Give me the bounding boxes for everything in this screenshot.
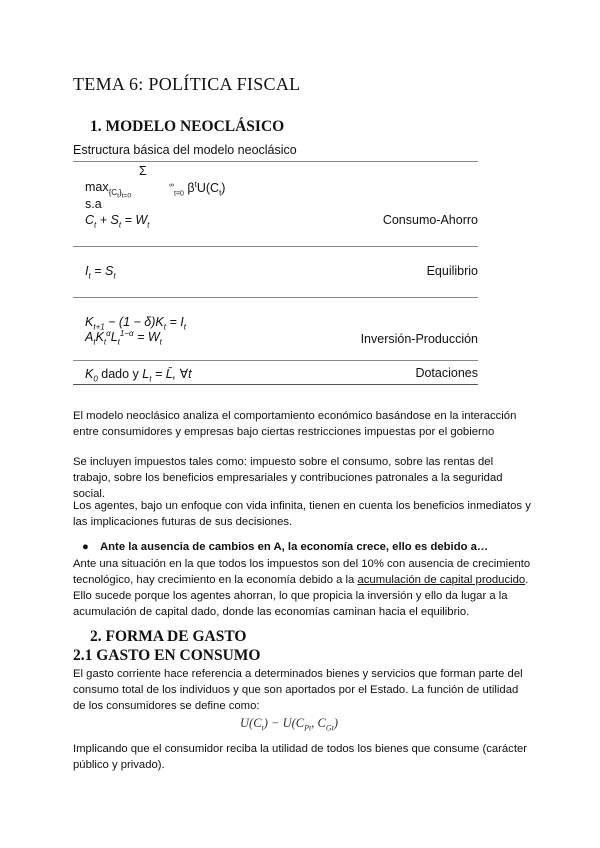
section-heading-forma-de-gasto: 2. FORMA DE GASTO: [90, 628, 247, 645]
equation-budget: $C_t + S_t = W_t$: [85, 213, 150, 230]
paragraph-growth: [73, 556, 533, 620]
paragraph-agents: Los agentes, bajo un enfoque con vida infinita, tienen en cuenta los beneficios inmediatos y las implicaciones futuras de sus decisiones.: [73, 500, 531, 528]
table-divider: [73, 360, 478, 361]
equation-sum: ∞$_{t=0}$ $\beta^tU(C_t)$: [169, 180, 226, 198]
table-divider: [73, 246, 478, 247]
label-dotaciones: Dotaciones: [415, 366, 478, 380]
equation-capital: $K_{t+1} - (1 - \delta)K_t = I_t$: [85, 315, 186, 332]
growth-text-underlined: acumulación de capital producido: [357, 574, 526, 586]
utility-formula: $U(C_t) - U(C_{Pt}$, $C_{Gt}$): [240, 716, 339, 733]
equation-max: $\max_{\{C_t\}_{t=0}}$: [85, 180, 132, 200]
section-heading-modelo-neoclasico: 1. MODELO NEOCLÁSICO: [90, 118, 285, 135]
growth-text-part2: . Ello sucede porque los agentes ahorran, lo que propicia la inversión y ello da lugar a la acumulación de capital dado, donde las economías caminan hacia el equilibrio.: [73, 574, 529, 618]
table-header: Estructura básica del modelo neoclásico: [73, 143, 297, 157]
paragraph-gasto: El gasto corriente hace referencia a determinados bienes y servicios que forman parte del consumo total de los individuos y que son aportados por el Estado. La función de utilidad de los consumidores se define como:: [73, 668, 523, 712]
growth-text-part1: Ante una situación en la que todos los impuestos son del 10% con ausencia de crecimiento tecnológico, hay crecimiento en la economía debido a la: [73, 558, 531, 586]
bullet-item: [82, 541, 489, 553]
paragraph-intro: El modelo neoclásico analiza el comportamiento económico basándose en la interacción entre consumidores y empresas bajo ciertas restricciones impuestas por el gobierno: [73, 410, 517, 438]
bullet-text: Ante la ausencia de cambios en A, la economía crece, ello es debido a…: [100, 541, 489, 553]
label-consumo-ahorro: Consumo-Ahorro: [382, 213, 478, 227]
equation-production: $A_tK_t^\alpha L_t^{1-\alpha} = W_t$: [85, 329, 162, 347]
table-divider: [73, 161, 478, 162]
equation-equilibrium: $I_t = S_t$: [85, 264, 116, 281]
label-equilibrio: Equilibrio: [426, 264, 478, 278]
table-divider: [73, 297, 478, 298]
section-heading-gasto-en-consumo: 2.1 GASTO EN CONSUMO: [73, 647, 261, 664]
subject-to: s.a: [85, 197, 102, 211]
paragraph-taxes: Se incluyen impuestos tales como: impuesto sobre el consumo, sobre las rentas del trabajo, sobre los beneficios empresariales y contribuciones patronales a la seguridad social.: [73, 456, 503, 500]
label-inversion-produccion: Inversión-Producción: [360, 332, 478, 346]
table-bottom-rule: [73, 384, 478, 385]
bullet-dot-icon: ●: [82, 541, 89, 553]
model-structure-table: [73, 140, 478, 386]
sigma-symbol: Σ: [139, 164, 147, 178]
equation-endowments: $K_0$ dado y $L_t$ = L̄, ∀t: [85, 367, 192, 384]
paragraph-final: Implicando que el consumidor reciba la utilidad de todos los bienes que consume (carácter público y privado).: [73, 743, 528, 771]
page-title: TEMA 6: POLÍTICA FISCAL: [73, 74, 301, 94]
